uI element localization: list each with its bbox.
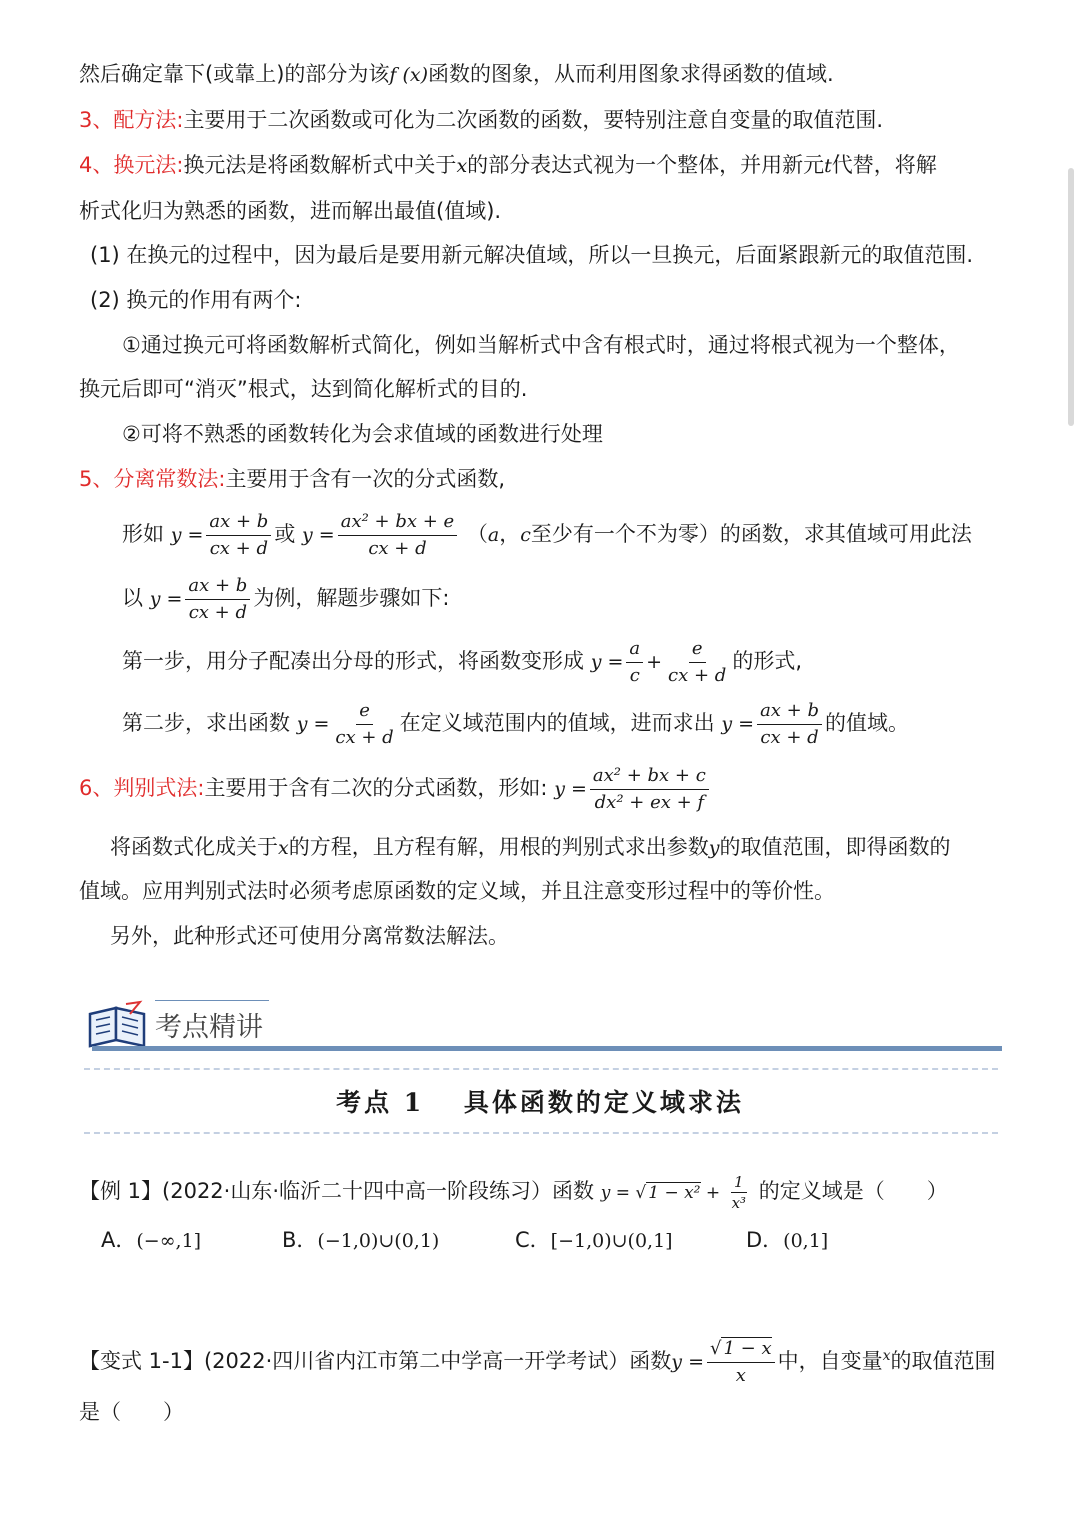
fraction-discriminant-form: $\frac{\text{ax² + bx + c}}{\text{dx² + ex + f}}$ bbox=[590, 763, 709, 816]
method-4-note-2: (2) 换元的作用有两个: bbox=[90, 288, 302, 312]
method-5-label: 5、分离常数法: bbox=[79, 467, 226, 491]
method-4: 4、换元法:换元法是将函数解析式中关于x的部分表达式视为一个整体，并用新元t代替，将解 bbox=[79, 153, 937, 177]
method-5: 5、分离常数法:主要用于含有一次的分式函数, bbox=[79, 467, 506, 491]
fraction-e-over-denominator: $\frac{e}{cx + d}$ bbox=[668, 637, 727, 686]
variant-1-1-question: 【变式 1-1】(2022·四川省内江市第二中学高一开学考试）函数y = $\frac{√ 1 - x}{x}$ 中，自变量$^x$的取值范围 bbox=[79, 1328, 996, 1390]
method-6-para-3: 另外，此种形式还可使用分离常数法解法。 bbox=[110, 924, 509, 948]
method-6: 6、判别式法:主要用于含有二次的分式函数，形如: y = $\frac{\text{ax² + bx + c}}{\text{dx² + ex + f}}$ bbox=[79, 760, 712, 817]
example-1-question: 【例 1】(2022·山东·临沂二十四中高一阶段练习）函数 y = √ 1 − x² + $\frac{1}{\text{x³}}$ 的定义域是（ ） bbox=[79, 1172, 948, 1212]
method-5-example: 以 y = $\frac{ax + b}{cx + d}$ 为例，解题步骤如下: bbox=[122, 570, 449, 627]
fraction-sqrt-over-x: $\frac{√ 1 - x}{x}$ bbox=[707, 1336, 775, 1389]
method-5-step-1: 第一步，用分子配凑出分母的形式，将函数变形成 y = $\frac{a}{c}$ + $\frac{e}{cx + d}$ 的形式, bbox=[122, 633, 802, 690]
section-title: 考点 1 具体函数的定义域求法 bbox=[336, 1088, 744, 1117]
method-4-line2: 析式化归为熟悉的函数，进而解出最值(值域). bbox=[79, 199, 502, 223]
example-1-option-b[interactable]: B．(−1,0)∪(0,1) bbox=[282, 1228, 440, 1252]
fraction-original: $\frac{ax + b}{cx + d}$ bbox=[757, 698, 822, 751]
method-5-step-2: 第二步，求出函数 y = $\frac{e}{cx + d}$ 在定义域范围内的值域，进而求出 y = $\frac{ax + b}{cx + d}$ 的值域。 bbox=[122, 695, 909, 752]
method-5-form: 形如 y = $\frac{ax + b}{cx + d}$ 或 y = $\frac{\text{ax² + bx + e}}{cx + d}$ （a，c至少有一个不为零）的函数，求其值域可用此法 bbox=[122, 506, 972, 563]
method-4-label: 4、换元法: bbox=[79, 153, 184, 177]
fraction-a-over-c: $\frac{a}{c}$ bbox=[626, 636, 643, 689]
fraction-example: $\frac{ax + b}{cx + d}$ bbox=[185, 573, 250, 626]
fraction-one-over-x-cubed: $\frac{1}{\text{x³}}$ bbox=[731, 1172, 747, 1212]
sqrt-symbol: √ bbox=[710, 1337, 722, 1359]
method-6-para-1: 将函数式化成关于x的方程，且方程有解，用根的判别式求出参数y的取值范围，即得函数的 bbox=[110, 835, 951, 859]
method-4-point-1: ①通过换元可将函数解析式简化，例如当解析式中含有根式时，通过将根式视为一个整体， bbox=[122, 333, 960, 357]
fraction-linear: $\frac{ax + b}{cx + d}$ bbox=[206, 509, 271, 562]
method-4-note-1: (1) 在换元的过程中，因为最后是要用新元解决值域，所以一旦换元，后面紧跟新元的取值范围. bbox=[90, 243, 974, 267]
fraction-quadratic: $\frac{\text{ax² + bx + e}}{cx + d}$ bbox=[338, 509, 457, 562]
method-4-point-1-cont: 换元后即可“消灭”根式，达到简化解析式的目的. bbox=[79, 377, 528, 401]
sqrt-symbol: √ bbox=[635, 1183, 647, 1203]
method-4-point-2: ②可将不熟悉的函数转化为会求值域的函数进行处理 bbox=[122, 422, 603, 446]
section-divider-top bbox=[84, 1068, 998, 1070]
method-6-label: 6、判别式法: bbox=[79, 776, 205, 800]
example-1-option-a[interactable]: A．(−∞,1] bbox=[101, 1228, 202, 1252]
variant-1-1-line2: 是（ ） bbox=[79, 1400, 184, 1424]
scrollbar[interactable] bbox=[1068, 168, 1074, 426]
heading-underline bbox=[92, 1046, 1002, 1051]
method-6-para-2: 值域。应用判别式法时必须考虑原函数的定义域，并且注意变形过程中的等价性。 bbox=[79, 879, 835, 903]
paragraph-graph-method-end: 然后确定靠下(或靠上)的部分为该f (x)函数的图象，从而利用图象求得函数的值域. bbox=[79, 62, 834, 86]
heading-title: 考点精讲 bbox=[155, 1012, 263, 1043]
section-divider-bottom bbox=[84, 1132, 998, 1134]
method-3-label: 3、配方法: bbox=[79, 108, 184, 132]
heading-top-rule bbox=[155, 1000, 269, 1001]
method-3: 3、配方法:主要用于二次函数或可化为二次函数的函数，要特别注意自变量的取值范围. bbox=[79, 108, 884, 132]
fraction-e-over-cx-d: $\frac{e}{cx + d}$ bbox=[335, 699, 394, 748]
example-1-option-d[interactable]: D．(0,1] bbox=[746, 1228, 829, 1252]
example-1-option-c[interactable]: C．[−1,0)∪(0,1] bbox=[515, 1228, 673, 1252]
